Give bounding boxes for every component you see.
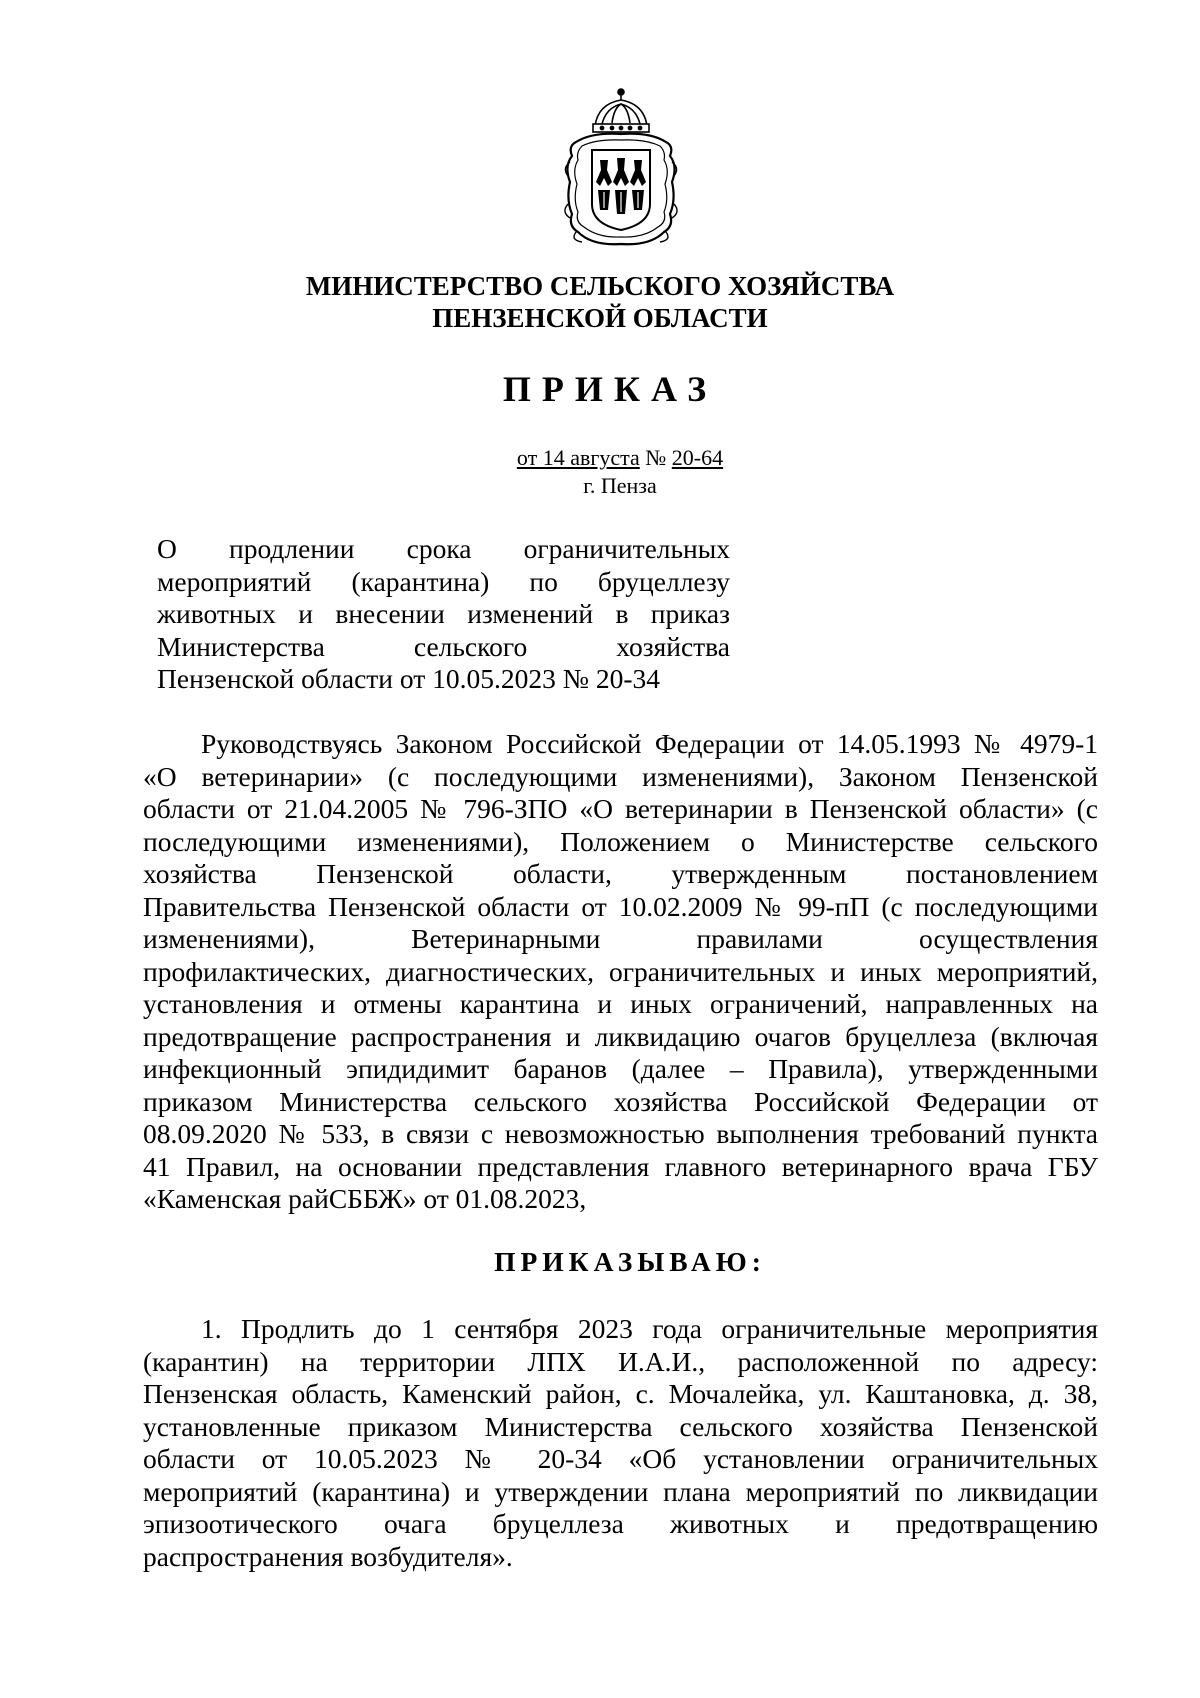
preamble-line: профилактических, диагностических, ограничительных и иных мероприятий, [143,955,1098,987]
preamble-line: 41 Правил, на основании представления главного ветеринарного врача ГБУ [143,1150,1098,1182]
preamble-line: «О ветеринарии» (с последующими изменениями), Законом Пензенской [143,760,1098,792]
preamble-line: Правительства Пензенской области от 10.02.2009 № 99-пП (с последующими [143,890,1098,922]
preamble-line: «Каменская райСББЖ» от 01.08.2023, [143,1183,587,1214]
preamble-line: хозяйства Пензенской области, утвержденным постановлением [143,858,1098,889]
item-line: 1. Продлить до 1 сентября 2023 года ограничительные мероприятия [201,1313,1098,1344]
order-subject [157,533,730,696]
subject-line: Министерства сельского хозяйства [157,630,730,662]
item-line: (карантин) на территории ЛПХ И.А.И., расположенной по адресу: [143,1345,1098,1377]
preamble-line: изменениями), Ветеринарными правилами осуществления [143,923,1098,954]
order-city: г. Пенза [583,473,657,498]
order-date-number [400,444,840,472]
preamble-line: приказом Министерства сельского хозяйства Российской Федерации от [143,1085,1098,1117]
subject-line: животных и внесении изменений в приказ [157,598,730,630]
ministry-name-line-2: ПЕНЗЕНСКОЙ ОБЛАСТИ [432,303,768,333]
pensa-coat-of-arms-icon [562,86,680,248]
preamble-line: установления и отмены карантина и иных ограничений, направленных на [143,988,1098,1019]
item-line: распространения возбудителя». [143,1540,513,1572]
item-line: установленные приказом Министерства сельского хозяйства Пензенской [143,1410,1098,1442]
preamble-line: 08.09.2020 № 533, в связи с невозможностью выполнения требований пункта [143,1118,1098,1149]
item-line: мероприятий (карантина) и утверждении плана мероприятий по ликвидации [143,1475,1098,1507]
item-line: эпизоотического очага бруцеллеза животных и предотвращению [143,1508,1098,1539]
number-sign: № [639,445,672,470]
preamble-line: предотвращение распространения и ликвидацию очагов бруцеллеза (включая [143,1020,1098,1052]
preamble-paragraph [143,728,1098,1216]
subject-line: Пензенской области от 10.05.2023 № 20-34 [157,663,661,695]
order-date: от 14 августа [516,445,640,470]
subject-line: мероприятий (карантина) по бруцеллезу [157,565,730,597]
preamble-line: Руководствуясь Законом Российской Федерации от 14.05.1993 № 4979-1 [201,728,1098,759]
preamble-line: последующими изменениями), Положением о Министерстве сельского [143,825,1098,857]
item-1-paragraph [143,1313,1098,1573]
preamble-line: области от 21.04.2005 № 796-ЗПО «О ветеринарии в Пензенской области» (с [143,793,1098,824]
item-line: области от 10.05.2023 № 20-34 «Об установлении ограничительных [143,1443,1098,1474]
decree-heading: ПРИКАЗЫВАЮ: [494,1246,766,1277]
subject-line: О продлении срока ограничительных [157,533,730,564]
ministry-name-line-1: МИНИСТЕРСТВО СЕЛЬСКОГО ХОЗЯЙСТВА [305,271,895,301]
order-number: 20-64 [671,445,724,470]
item-line: Пензенская область, Каменский район, с. Мочалейка, ул. Каштановка, д. 38, [143,1378,1098,1409]
preamble-line: инфекционный эпидидимит баранов (далее – Правила), утвержденными [143,1053,1098,1084]
document-type-title: ПРИКАЗ [502,369,718,409]
